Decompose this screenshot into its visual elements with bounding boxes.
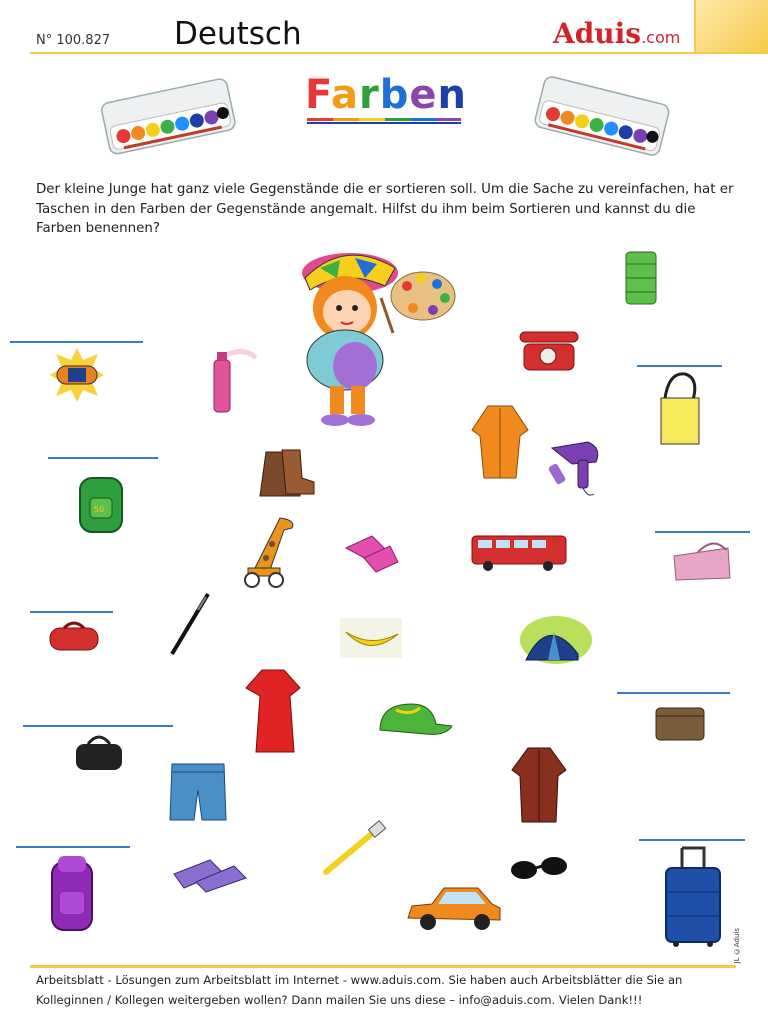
subject-label: Deutsch bbox=[174, 16, 302, 52]
orange-car-icon[interactable] bbox=[404, 882, 504, 934]
paint-box-right-icon bbox=[530, 74, 672, 174]
blue-shorts-icon[interactable] bbox=[168, 760, 228, 824]
title-letter: n bbox=[437, 72, 467, 118]
green-roll-icon[interactable] bbox=[624, 250, 658, 306]
brown-satchel-icon[interactable] bbox=[654, 700, 706, 742]
svg-text:50: 50 bbox=[94, 505, 105, 514]
footer-line-1: Arbeitsblatt - Lösungen zum Arbeitsblatt im Internet - www.aduis.com. Sie haben auch Arbeitsblätter die Sie an bbox=[36, 973, 683, 987]
brand-logo[interactable] bbox=[553, 17, 680, 50]
answer-line[interactable] bbox=[30, 611, 113, 613]
purple-hair-dryer-icon[interactable] bbox=[548, 438, 604, 502]
black-pen-icon[interactable] bbox=[168, 592, 212, 656]
orange-coat-icon[interactable] bbox=[470, 402, 530, 480]
artist-credit: JL ©Aduis bbox=[733, 928, 741, 964]
yellow-tote-bag-icon[interactable] bbox=[655, 370, 703, 448]
orange-duffel-bag-icon[interactable] bbox=[48, 346, 106, 404]
title-letter: F bbox=[305, 72, 331, 118]
title-letter: a bbox=[330, 72, 359, 118]
black-bag-icon[interactable] bbox=[74, 732, 124, 772]
footer-text bbox=[36, 970, 736, 1010]
title-rainbow-underline bbox=[307, 118, 461, 125]
purple-flippers-icon[interactable] bbox=[170, 852, 250, 894]
blue-tent-icon[interactable] bbox=[508, 610, 594, 670]
answer-line[interactable] bbox=[16, 846, 130, 848]
title-letter: e bbox=[409, 72, 438, 118]
black-sunglasses-icon[interactable] bbox=[508, 854, 570, 882]
brand-suffix: .com bbox=[641, 28, 681, 47]
pink-gloves-icon[interactable] bbox=[342, 528, 400, 576]
yellow-banana-icon[interactable] bbox=[340, 618, 402, 658]
brown-boots-icon[interactable] bbox=[256, 448, 316, 502]
answer-line[interactable] bbox=[655, 531, 750, 533]
header-divider bbox=[30, 52, 768, 54]
red-dress-icon[interactable] bbox=[244, 668, 302, 754]
instructions-text: Der kleine Junge hat ganz viele Gegenstände die er sortieren soll. Um die Sache zu vereinfachen, hat er Taschen in den Farben der Gegenstände angemalt. Hilfst du ihm beim Sortieren und kannst du die Farben benennen? bbox=[36, 182, 734, 236]
answer-line[interactable] bbox=[617, 692, 730, 694]
giraffe-toy-icon[interactable] bbox=[240, 514, 304, 590]
blue-suitcase-icon[interactable] bbox=[662, 846, 724, 948]
answer-line[interactable] bbox=[23, 725, 173, 727]
pink-spray-can-icon[interactable] bbox=[198, 346, 258, 414]
footer-line-2: Kolleginnen / Kollegen weitergeben wollen? Dann mailen Sie uns diese – info@aduis.com. Vielen Dank!!! bbox=[36, 993, 643, 1007]
red-telephone-icon[interactable] bbox=[518, 328, 580, 374]
brown-coat-icon[interactable] bbox=[508, 744, 570, 824]
title-letter: r bbox=[358, 72, 380, 118]
painter-boy-icon bbox=[285, 238, 460, 433]
paint-box-left-icon bbox=[100, 74, 242, 174]
title-letter: b bbox=[379, 72, 410, 118]
worksheet-title bbox=[305, 72, 467, 118]
brand-name: Aduis bbox=[553, 17, 642, 50]
document-number: N° 100.827 bbox=[36, 33, 111, 48]
answer-line[interactable] bbox=[637, 365, 722, 367]
purple-backpack-icon[interactable] bbox=[46, 852, 98, 934]
red-bus-icon[interactable] bbox=[470, 532, 568, 572]
answer-line[interactable] bbox=[48, 457, 158, 459]
green-backpack-icon[interactable] bbox=[76, 472, 126, 534]
pink-handbag-icon[interactable] bbox=[668, 536, 734, 584]
answer-line[interactable] bbox=[10, 341, 143, 343]
header-corner-decoration bbox=[694, 0, 768, 54]
red-sports-bag-icon[interactable] bbox=[48, 620, 100, 654]
footer-divider bbox=[30, 965, 736, 968]
yellow-toothbrush-icon[interactable] bbox=[322, 822, 386, 876]
answer-line[interactable] bbox=[639, 839, 745, 841]
green-cap-icon[interactable] bbox=[376, 700, 454, 740]
